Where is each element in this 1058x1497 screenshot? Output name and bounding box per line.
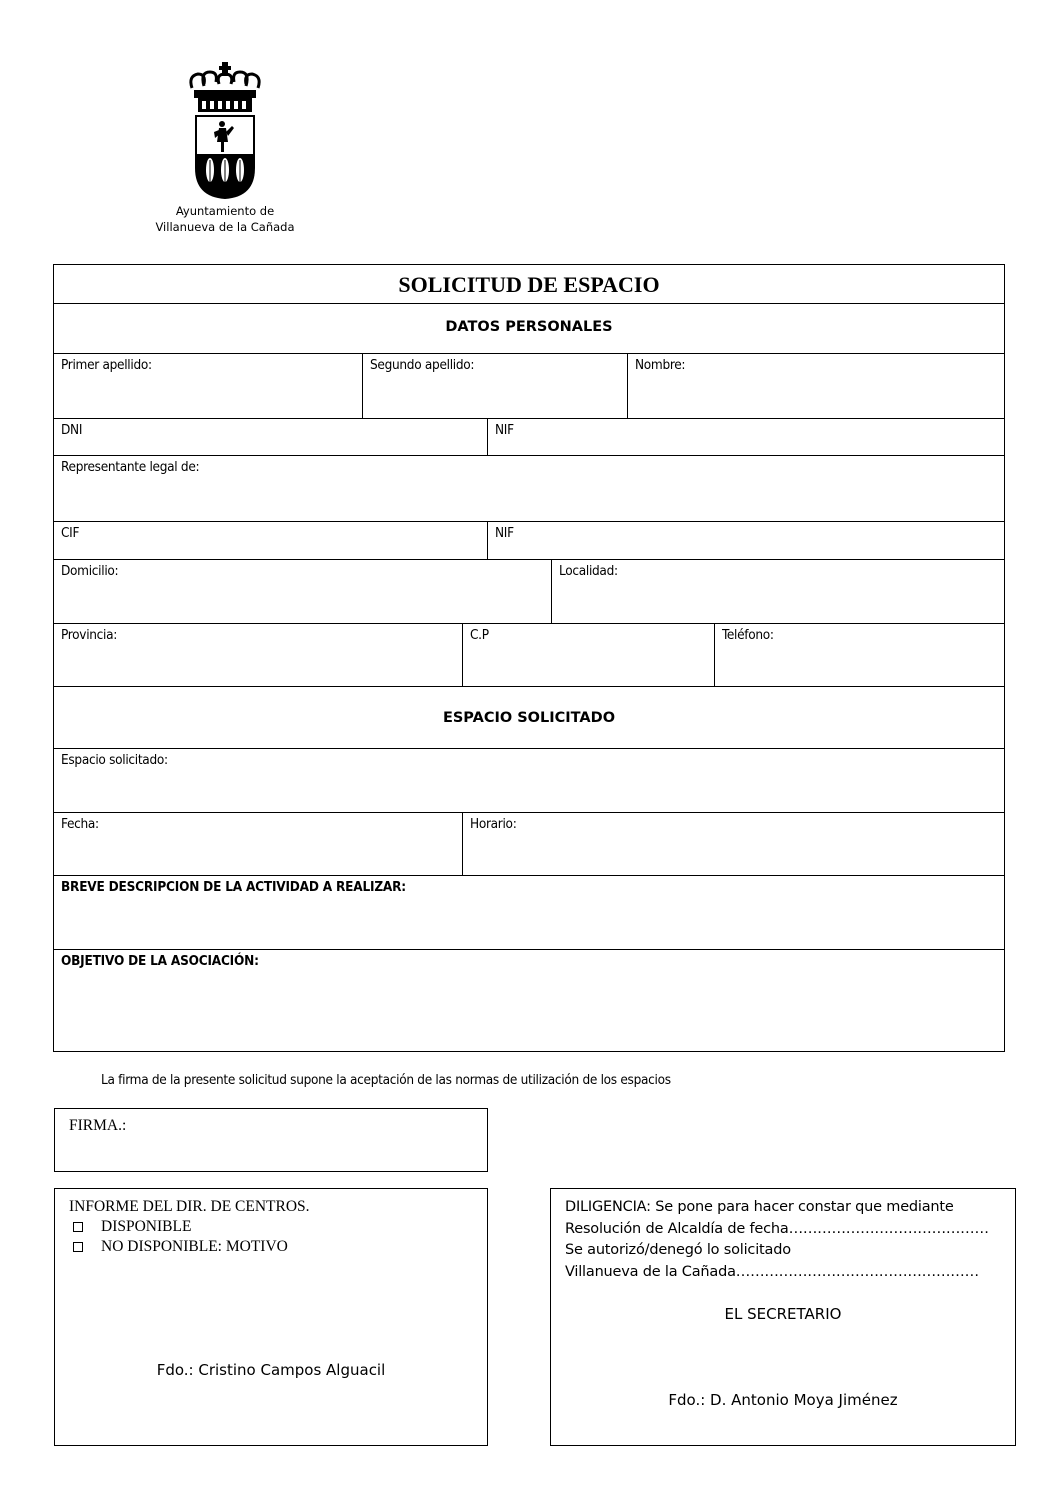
not-available-checkbox[interactable]: [73, 1242, 83, 1252]
acceptance-notice: La firma de la presente solicitud supone la aceptación de las normas de utilización de los espacios: [101, 1072, 671, 1088]
cif-field[interactable]: [54, 522, 488, 559]
nif2-label: NIF: [495, 525, 514, 541]
address-row: [54, 560, 1004, 624]
description-row: [54, 876, 1004, 950]
dni-row: [54, 419, 1004, 456]
request-form: [53, 264, 1005, 1052]
schedule-label: Horario:: [470, 816, 517, 832]
second-surname-label: Segundo apellido:: [370, 357, 475, 373]
locality-field[interactable]: [552, 560, 1004, 623]
names-row: [54, 354, 1004, 419]
director-report-title: INFORME DEL DIR. DE CENTROS.: [69, 1198, 310, 1215]
association-objective-label: OBJETIVO DE LA ASOCIACIÓN:: [61, 953, 259, 969]
postal-code-label: C.P: [470, 627, 489, 643]
available-checkbox[interactable]: [73, 1222, 83, 1232]
nif2-field[interactable]: [488, 522, 1004, 559]
municipal-crest-logo: [186, 62, 264, 202]
activity-description-label: BREVE DESCRIPCION DE LA ACTIVIDAD A REALIZAR:: [61, 879, 406, 895]
locality-label: Localidad:: [559, 563, 618, 579]
not-available-label: NO DISPONIBLE: MOTIVO: [101, 1238, 288, 1255]
name-label: Nombre:: [635, 357, 686, 373]
nif-label: NIF: [495, 422, 514, 438]
representative-row: [54, 456, 1004, 522]
director-signature: Fdo.: Cristino Campos Alguacil: [156, 1361, 386, 1379]
second-surname-field[interactable]: [363, 354, 628, 418]
section-personal-row: [54, 304, 1004, 354]
representative-label: Representante legal de:: [61, 459, 200, 475]
director-report-box: [54, 1188, 488, 1446]
province-field[interactable]: [54, 624, 463, 686]
section-space-row: [54, 687, 1004, 749]
activity-description-field[interactable]: [54, 876, 1004, 949]
section-space-heading: ESPACIO SOLICITADO: [442, 710, 616, 726]
option-not-available[interactable]: [69, 1237, 310, 1257]
signature-label: FIRMA.:: [69, 1117, 127, 1134]
address-label: Domicilio:: [61, 563, 119, 579]
diligence-line-1: DILIGENCIA: Se pone para hacer constar que mediante: [565, 1199, 954, 1215]
dni-label: DNI: [61, 422, 83, 438]
date-label: Fecha:: [61, 816, 99, 832]
representative-field[interactable]: [54, 456, 1004, 521]
diligence-line-2: Resolución de Alcaldía de fecha……………………………………: [565, 1220, 989, 1237]
requested-space-field[interactable]: [54, 749, 1004, 812]
first-surname-label: Primer apellido:: [61, 357, 152, 373]
objective-row: [54, 950, 1004, 1051]
diligence-box: [550, 1188, 1016, 1446]
section-personal-heading: DATOS PERSONALES: [445, 319, 613, 335]
form-title-row: [54, 265, 1004, 304]
phone-label: Teléfono:: [722, 627, 774, 643]
phone-field[interactable]: [715, 624, 1004, 686]
org-line-1: Ayuntamiento de: [175, 204, 275, 218]
province-label: Provincia:: [61, 627, 118, 643]
address-field[interactable]: [54, 560, 552, 623]
signature-box[interactable]: [54, 1108, 488, 1172]
diligence-line-3: Se autorizó/denegó lo solicitado: [565, 1242, 791, 1258]
association-objective-field[interactable]: [54, 950, 1004, 1051]
org-line-2: Villanueva de la Cañada: [155, 220, 295, 234]
requested-space-label: Espacio solicitado:: [61, 752, 168, 768]
space-row: [54, 749, 1004, 813]
cif-label: CIF: [61, 525, 80, 541]
postal-code-field[interactable]: [463, 624, 715, 686]
secretary-role: EL SECRETARIO: [724, 1305, 842, 1323]
schedule-field[interactable]: [463, 813, 1004, 875]
first-surname-field[interactable]: [54, 354, 363, 418]
option-available[interactable]: [69, 1217, 310, 1237]
form-title: SOLICITUD DE ESPACIO: [398, 272, 660, 297]
cif-row: [54, 522, 1004, 560]
date-field[interactable]: [54, 813, 463, 875]
available-label: DISPONIBLE: [101, 1218, 192, 1235]
dni-field[interactable]: [54, 419, 488, 455]
diligence-line-4: Villanueva de la Cañada……………………………………………: [565, 1263, 979, 1280]
organization-name: [130, 203, 320, 235]
name-field[interactable]: [628, 354, 1004, 418]
province-row: [54, 624, 1004, 687]
secretary-signature: Fdo.: D. Antonio Moya Jiménez: [668, 1391, 898, 1409]
nif-field[interactable]: [488, 419, 1004, 455]
date-row: [54, 813, 1004, 876]
